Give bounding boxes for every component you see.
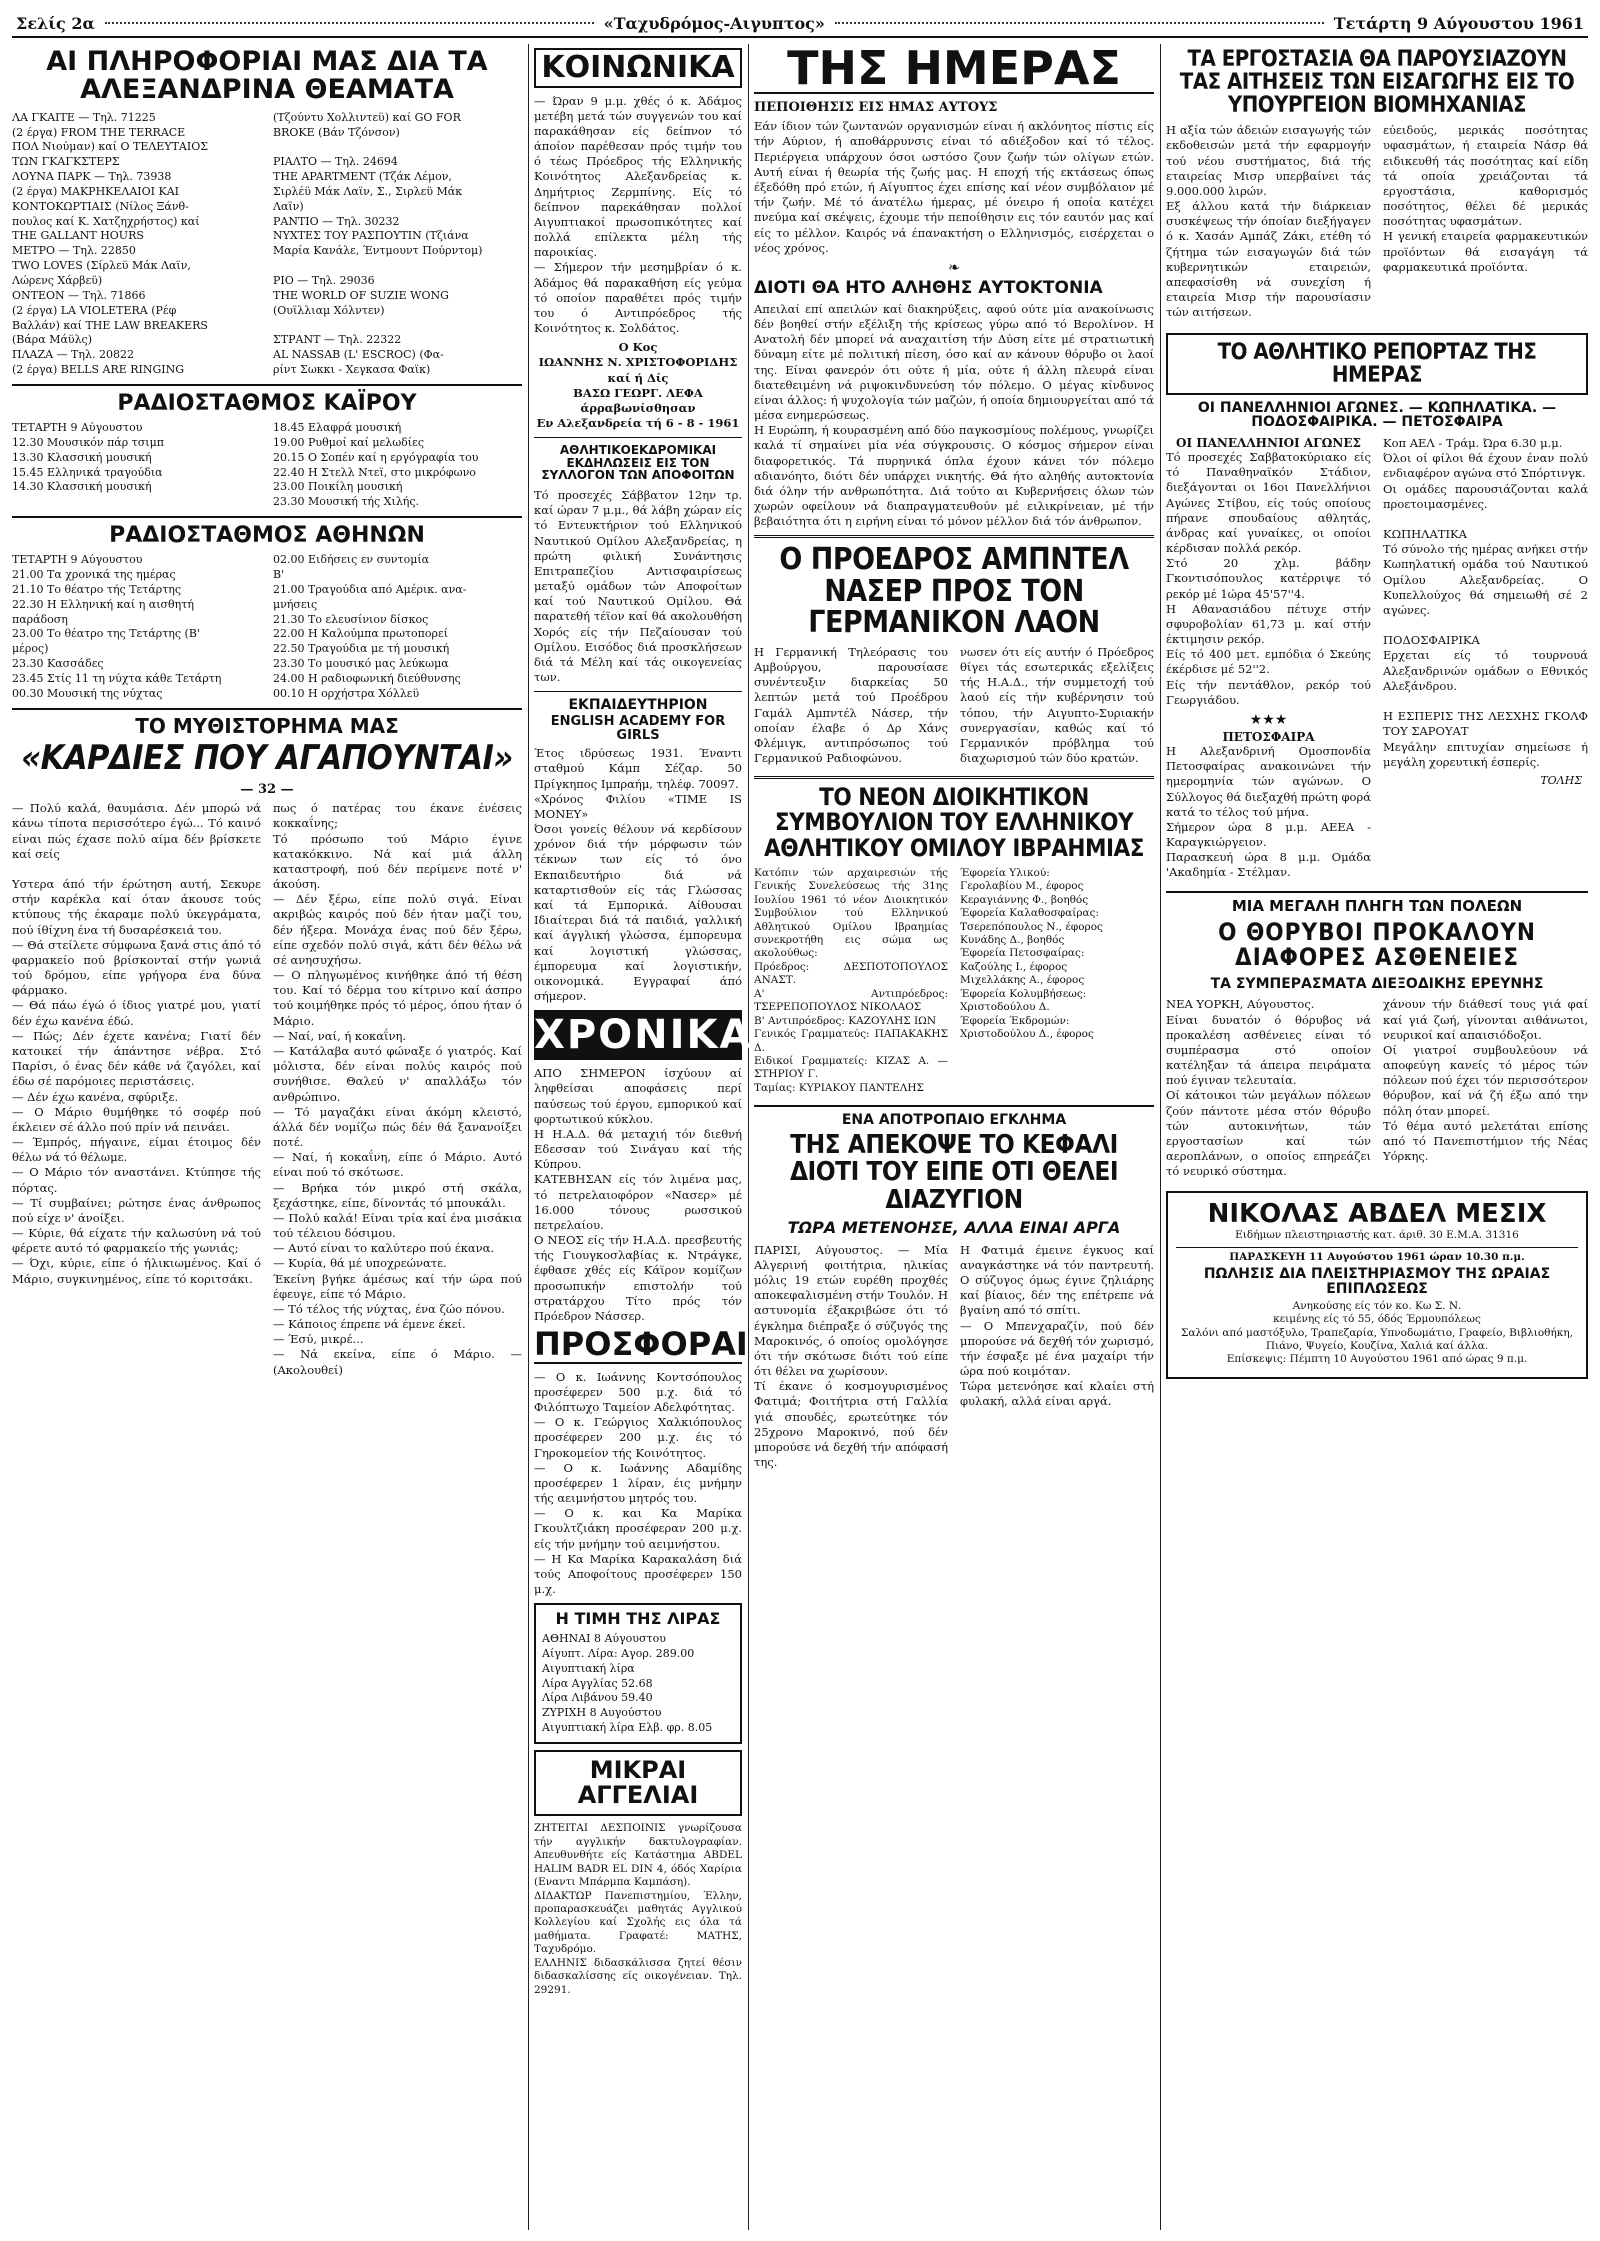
radio-program-line: 23.00 Το θέατρο της Τετάρτης (Β' <box>12 627 200 641</box>
theater-listing-line: ΡΙΑΛΤΟ — Τηλ. 24694 <box>273 155 398 169</box>
theater-listing-line: (Ουϊλλιαμ Χόλντεν) <box>273 303 385 317</box>
theater-listing-line: THE APARTMENT (Τζάκ Λέμον, <box>273 170 452 184</box>
novel-installment: — 32 — <box>240 782 294 798</box>
divider <box>534 437 742 438</box>
theaters-list-right <box>273 111 522 378</box>
radio-program-line: 19.00 Ρυθμοί καί μελωδίες <box>273 435 424 449</box>
theater-listing-line: ΣΤΡΑΝΤ — Τηλ. 22322 <box>273 333 402 347</box>
exchange-rate-line: Λίρα Λιβάνου 59.40 <box>542 1691 653 1705</box>
nasser-text-right: νωσεν ότι είς αυτήν ό Πρόεδρος θίγει τάς εσωτερικάς εξελίξεις τής Η.Α.Δ., τήν συμμετοχή τού λαού είς τήν κυβέρνησιν τού τόπου, τήν Αιγυπτο-Συριακήν συνεργασίαν, καθώς καί τό Γερμανικόν πρόβλημα τού διαχωρισμού τών δύο κρατών. <box>960 644 1158 766</box>
theater-listing-line: (2 έργα) LA VIOLETERA (Ρέφ <box>12 303 177 317</box>
page-number: Σελίς 2α <box>16 13 95 33</box>
classifieds-headline: ΜΙΚΡΑΙ ΑΓΓΕΛΙΑΙ <box>534 1750 742 1816</box>
column-1 <box>12 44 522 2230</box>
radio-program-line: μέρος) <box>12 642 49 656</box>
offers-headline: ΠΡΟΣΦΟΡΑΙ <box>534 1325 748 1364</box>
radio-program-line: 23.30 Το μουσικό μας λεύκωμα <box>273 657 449 671</box>
sports-subhead: ΟΙ ΠΑΝΕΛΛΗΝΙΟΙ ΑΓΩΝΕΣ. — ΚΩΠΗΛΑΤΙΚΑ. — ΠΟΔΟΣΦΑΙΡΙΚΑ. — ΠΕΤΟΣΦΑΙΡΑ <box>1197 399 1557 431</box>
noise-body <box>1166 997 1588 1183</box>
truth-text: Απειλαί επί απειλών καί διακηρύξεις, αφού ούτε μία ανακοίνωσις δέν βοηθεί στήν εξέλιξη τής κρίσεως γύρω από τό Βερολίνον. Η Ανατολή δέν μπορεί νά αναχαιτίση τήν Δύση είτε μέ στρατιωτική δύναμη είτε μέ πολιτική πίεση, όσο καί αν κάνουν θόρυβο οι λαοί της. Είναι φανερόν ότι ούτε ή μία, ούτε ή άλλη πλευρά είναι διατεθειμένη νά ριψοκινδυνεύση τόν πόλεμο. Ο μέγας κίνδυνος είναι άλλος: ή ψυχολογία τών μαζών, ή οποία δημιουργείται από τά μέσα ενημερώσεως. Η Ευρώπη, ή κουρασμένη από δύο παγκοσμίους πολέμους, γνωρίζει καλά τί σημαίνει μία νέα σύγκρουσις. Ο κόσμος σήμερον είναι διαφορετικός. Τά πυρηνικά όπλα έχουν κάνει τόν πόλεμο αδιανόητο, διότι δέν υπάρχει νικητής. Θά ήτο αληθής αυτοκτονία διά όλην τήν ανθρωπότητα. Διά τούτο αι Κυβερνήσεις όλων τών χωρών οφείλουν νά διαπραγματευθούν μέ ειλικρίνειαν, μέ τήν βεβαιότητα ότι η ειρήνη είναι τό μόνον μέλλον διά τόν άνθρωπον. <box>754 301 1154 529</box>
radio-program-line: 00.30 Μουσική της νύχτας <box>12 686 163 700</box>
novel-body <box>12 801 522 1382</box>
radio-program-line: 00.10 Η ορχήστρα Χόλλεϋ <box>273 686 420 700</box>
separator-stars: ★★★ <box>1249 712 1288 728</box>
theaters-listing <box>12 111 522 378</box>
factories-headline: ΤΑ ΕΡΓΟΣΤΑΣΙΑ ΘΑ ΠΑΡΟΥΣΙΑΖΟΥΝ ΤΑΣ ΑΙΤΗΣΕΙΣ ΤΩΝ ΕΙΣΑΓΩΓΗΣ ΕΙΣ ΤΟ ΥΠΟΥΡΓΕΙΟΝ ΒΙΟΜΗΧΑΝΙΑΣ <box>1179 47 1575 119</box>
noise-kicker: ΜΙΑ ΜΕΓΑΛΗ ΠΛΗΓΗ ΤΩΝ ΠΟΛΕΩΝ <box>1231 896 1523 915</box>
radio-program-line: 21.30 Το ελευσίνιον δίσκος <box>273 612 429 626</box>
theater-listing-line: ΡΙΟ — Τηλ. 29036 <box>273 273 375 287</box>
alumni-text: Τό προσεχές Σάββατον 12ην τρ. καί ώραν 7 μ.μ., θά λάβη χώραν είς τό Εντευκτήριον τού Ελληνικού Ναυτικού Ομίλου Αλεξανδρείας, η πρώτη φιλική Συνάντησις Επιτραπεζίου Αντισφαιρίσεως μεταξύ ομάδων τών Αποφοίτων καί τού Ναυτικού Ομίλου. Θά παρατεθή τέϊον καί θά ακολουθήση Χορός είς τήν Πεζαίουσαν τού Ομίλου. Εισόδος διά προσκλήσεων διά τά Μέλη καί τάς οικογενείας των. <box>534 488 746 685</box>
divider <box>534 691 742 692</box>
radio-program-line: 15.45 Ελληνικά τραγούδια <box>12 465 163 479</box>
noise-subhead: ΤΑ ΣΥΜΠΕΡΑΣΜΑΤΑ ΔΙΕΞΟΔΙΚΗΣ ΕΡΕΥΝΗΣ <box>1210 975 1544 992</box>
volleyball-head: ΠΕΤΟΣΦΑΙΡΑ <box>1222 730 1315 744</box>
newspaper-name: «Ταχυδρόμος-Αιγυπτος» <box>603 13 825 33</box>
auction-date: ΠΑΡΑΣΚΕΥΗ 11 Αυγούστου 1961 ώραν 10.30 π.μ. <box>1176 1247 1578 1264</box>
separator-ornament: ❧ <box>948 259 960 276</box>
theater-listing-line: πουλος καί Κ. Χατζηχρήστος) καί <box>12 214 200 228</box>
theater-listing-line <box>273 259 522 274</box>
novel-text-right: πως ό πατέρας του έκανε ένέσεις κοκκαΐνης; Τό πρόσωπο τού Μάριο έγινε κατακόκκινο. Νά καί μιά άλλη καταστροφή, πού δέν περίμενε ποτέ ν' άκούση. — Δέν ξέρω, είπε πολύ σιγά. Είναι ακριβώς καιρός πού δέν ήταν μαζί του, δέν ήξερα. Μονάχα ένας πού δέν ξέρω, είπε σχεδόν πολύ σιγά, κάτι δέν θέλω νά σέ ανησυχήσω. — Ο πληγωμένος κινήθηκε άπό τή θέση του. Καί τό δέρμα του κίτρινο καί άσπρο τού κοιμήθηκε πρός τό μέρος, όπου ήταν ό Μάριο. — Ναί, ναί, ή κοκαΐνη. — Κατάλαβα αυτό φώναξε ό γιατρός. Καί μόλιστα, δέν είναι πολύς καιρός πού συνήθισε. Θαλεύ ν' απαλλάξω τόν ανθρώπινο. — Τό μαγαζάκι είναι άκόμη κλειστό, άλλά δέν νομίζω πώς δέν θά ξανανοίξει ποτέ. — Ναί, ή κοκαΐνη, είπε ό Μάριο. Αυτό είναι πού τό σκότωσε. — Βρήκα τόν μικρό στή σκάλα, ξεχάστηκε, είπε, δίνοντάς τό μπουκάλι. — Πολύ καλά! Είναι τρία καί ένα μισάκια τού τέλειου δόσιμου. — Αυτό είναι το καλύτερο πού έκανα. — Κυρία, θά μέ υποχρεώνατε. Έκείνη βγήκε άμέσως καί τήν ώρα πού έφευγε, είπε τό Μάριο. — Τό τέλος τής νύχτας, ένα ζώο πόνου. — Κάποιος έπρεπε νά έμενε έκεί. — Έσύ, μικρέ... — Νά εκείνα, είπε ό Μάριο. — (Ακολουθεί) <box>273 801 522 1377</box>
radio-athens-list-right <box>273 553 522 701</box>
radio-program-line: 23.30 Μουσική τής Χιλής. <box>273 495 420 509</box>
radio-athens-list-left <box>12 553 261 701</box>
divider <box>12 708 522 710</box>
radio-program-line: 22.40 Η Στελλ Ντεϊ, στο μικρόφωνο <box>273 465 476 479</box>
novel-title: «ΚΑΡΔΙΕΣ ΠΟΥ ΑΓΑΠΟΥΝΤΑΙ» <box>21 737 513 778</box>
nasser-body <box>754 644 1158 770</box>
radio-cairo-schedule <box>12 421 522 510</box>
theater-listing-line: ΛΟΥΝΑ ΠΑΡΚ — Τηλ. 73938 <box>12 170 172 184</box>
crime-subhead: ΤΩΡΑ ΜΕΤΕΝΟΗΣΕ, ΑΛΛΑ ΕΙΝΑΙ ΑΡΓΑ <box>787 1217 1121 1237</box>
pound-rates-headline: Η ΤΙΜΗ ΤΗΣ ΛΙΡΑΣ <box>555 1609 721 1629</box>
theater-listing-line: ΚΟΝΤΟΚΩΡΤΙΑΙΣ (Νίλος Ξάνθ- <box>12 199 189 213</box>
radio-program-line: 24.00 Η ραδιοφωνική διεύθυνσης <box>273 671 461 685</box>
day-subhead: ΠΕΠΟΙΘΗΣΙΣ ΕΙΣ ΗΜΑΣ ΑΥΤΟΥΣ <box>754 100 998 116</box>
sports-right-text: Κοπ ΑΕΛ - Τράμ. Ώρα 6.30 μ.μ. Όλοι οί φίλοι θά έχουν έναν πολύ ενδιαφέρον αγώνα στό Σπόρτινγκ. Οι ομάδες παρουσιάζονται καλά προετοιμασμένες. ΚΩΠΗΛΑΤΙΚΑ Τό σύνολο τής ημέρας ανήκει στήν Κωπηλατική ομάδα τού Ναυτικού Ομίλου Αλεξανδρείας. Ο Κυπελλούχος θά σημειωθή σέ 2 αγώνες. ΠΟΔΟΣΦΑΙΡΙΚΑ Ερχεται είς τό τουρνουά Αλεξανδρινών ομάδων ο Εθνικός Αλεξάνδρου. Η ΕΣΠΕΡΙΣ ΤΗΣ ΛΕΣΧΗΣ ΓΚΟΛΦ ΤΟΥ ΣΑΡΟΥΑΤ Μεγάλην επιτυχίαν σημείωσε ή μεγάλη χορευτική έσπερίς. <box>1383 436 1588 769</box>
theater-listing-line: ΡΑΝΤΙΟ — Τηλ. 30232 <box>273 214 400 228</box>
radio-program-line: 21.00 Τραγούδια από Αμέρικ. ανα- <box>273 582 467 596</box>
factories-text-right: εύειδούς, μερικάς ποσότητας υφασμάτων, ή εταιρεία Νάσρ θά ειδικευθή τάς ποσότητας καί είδη τά οποία χρειάζονται τά εργοστάσια, καθορισμός ποσότητος, θέλει δέ μερικάς ποσότητας υφασμάτων. Η γενική εταιρεία φαρμακευτικών προϊόντων θά εισαγάγη τά φαρμακευτικά προϊόντα. <box>1383 123 1588 274</box>
column-3 <box>754 41 1158 2230</box>
exchange-rate-line: Αιγυπτιακή λίρα Ελβ. φρ. 8.05 <box>542 1721 713 1735</box>
theater-listing-line: THE WORLD OF SUZIE WONG <box>273 288 449 302</box>
pound-rates-list <box>542 1632 734 1736</box>
exchange-rate-line: ΖΥΡΙΧΗ 8 Αυγούστου <box>542 1706 662 1720</box>
radio-cairo-headline: ΡΑΔΙΟΣΤΑΘΜΟΣ ΚΑΪΡΟΥ <box>117 390 417 416</box>
radio-program-line: Β' <box>273 567 285 581</box>
radio-program-line: 22.00 Η Καλούμπα πρωτοπορεί <box>273 627 449 641</box>
council-text-right: Έφορεία Υλικού: Γερολαβίου Μ., έφορος Κεραγιάννης Φ., βοηθός Έφορεία Καλαθοσφαίρας: Τσερεπόπουλος Ν., έφορος Κυνάδης Δ., βοηθός Έφορεία Πετοσφαίρας: Καζούλης Ι., έφορος Μιχελλάκης Α., έφορος Έφορεία Κολυμβήσεως: Χριστοδούλου Δ. Έφορεία Έκδρομών: Χριστοδούλου Δ., έφορος <box>960 866 1103 1041</box>
sports-right <box>1383 436 1588 884</box>
theater-listing-line: ΤΩΝ ΓΚΑΓΚΣΤΕΡΣ <box>12 155 120 169</box>
radio-program-line: 21.00 Τα χρονικά της ημέρας <box>12 567 176 581</box>
header-rule-left <box>105 22 594 25</box>
truth-headline: ΔΙΟΤΙ ΘΑ ΗΤΟ ΑΛΗΘΗΣ ΑΥΤΟΚΤΟΝΙΑ <box>754 277 1103 298</box>
theater-listing-line: ρίντ Σωκκι - Χεγκασα Φαϊκ) <box>273 363 431 377</box>
radio-program-line: 02.00 Ειδήσεις εν συντομία <box>273 553 430 567</box>
divider <box>1166 891 1588 893</box>
crime-text-right: Η Φατιμά έμεινε έγκυος καί αναγκάστηκε νά τόν παντρευτή. Ο σύζυγος όμως έγινε ζηλιάρης καί βίαιος, δέν της επέτρεπε νά βγαίνη από τό σπίτι. — Ο Μπενχαραζίν, πού δέν μπορούσε νά δεχθή τόν χωρισμό, τήν έσφαξε μέ ένα μαχαίρι τήν ώρα πού κοιμόταν. Τώρα μετενόησε καί κλαίει στή φυλακή, αλλά είναι αργά. <box>960 1242 1154 1409</box>
school-kicker: ΕΚΠΑΙΔΕΥΤΗΡΙΟΝ <box>568 697 708 714</box>
sports-signature: ΤΟΛΗΣ <box>1540 773 1582 787</box>
crime-kicker: ΕΝΑ ΑΠΟΤΡΟΠΑΙΟ ΕΓΚΛΗΜΑ <box>841 1112 1067 1129</box>
theater-listing-line: TWO LOVES (Σίρλεϋ Μάκ Λαϊν, <box>12 259 191 273</box>
divider <box>754 535 1154 538</box>
auctioneer-credentials: Ειδήμων πλειστηριαστής κατ. άριθ. 30 Ε.Μ.Α. 31316 <box>1235 1229 1519 1242</box>
auction-ad <box>1166 1191 1588 1378</box>
newspaper-page <box>12 10 1588 2230</box>
theater-listing-line: (Τζούντυ Χολλιντεϋ) καί GO FOR <box>273 110 461 124</box>
theater-listing-line: ΝΥΧΤΕΣ ΤΟΥ ΡΑΣΠΟΥΤΙΝ (Τζιάνα <box>273 229 469 243</box>
theater-listing-line: Μαρία Κανάλε, Έντμουντ Πούρντομ) <box>273 244 483 258</box>
auction-text: Ανηκούσης είς τόν κο. Κω Σ. Ν. κειμένης είς τό 55, όδός Έρμουπόλεως Σαλόνι από μαστόξυλο, Τραπεζαρία, Υπνοδωμάτιο, Γραφείο, Βιβλιοθήκη, Πιάνο, Ψυγείο, Κουζίνα, Χαλιά καί άλλα. Επίσκεψις: Πέμπτη 10 Αυγούστου 1961 από ώρας 9 π.μ. <box>1181 1299 1573 1366</box>
day-text: Εάν ίδιον τών ζωντανών οργανισμών είναι ή ακλόνητος πίστις είς τήν Αύριον, ή αποθάρρυνσις είναι τό αδιέξοδον καί τό τέλος. Περιέργεια υπάρχουν όσοι ωστόσο ζουν ζωήν τών ολίγων ετών. Αυτή είναι ή θεωρία τής ζωής μας. Η εποχή τής εκτάσεως όπως έξεδόθη πρό ετών, ή Αίγυπτος έχει επίσης καί νέον συμβόλαιον μέ τήν ζωήν. Μέ τό άνατέλω ήμερας, μέ όνειρο ή οποία κατέχει πνεύμα καί σκέψεις, έχουμε τήν πεποίθησιν εις τόν εαυτόν μας καί είς το μέλλον. Καιρός νά έπανακτήση ο Ελληνισμός, εισέρχεται ο νέος χρόνος. <box>754 119 1158 255</box>
auction-title: ΠΩΛΗΣΙΣ ΔΙΑ ΠΛΕΙΣΤΗΡΙΑΣΜΟΥ ΤΗΣ ΩΡΑΙΑΣ ΕΠΙΠΛΩΣΕΩΣ <box>1203 1266 1551 1297</box>
theater-listing-line: ΜΕΤΡΟ — Τηλ. 22850 <box>12 244 136 258</box>
council-body <box>754 867 1154 1099</box>
column-divider <box>748 44 749 2230</box>
radio-program-line: 13.30 Κλασσική μουσική <box>12 450 152 464</box>
radio-program-line: 14.30 Κλασσική μουσική <box>12 480 152 494</box>
column-divider <box>528 44 529 2230</box>
running-header <box>12 10 1588 38</box>
theater-listing-line: (2 έργα) ΜΑΚΡΗΚΕΛΑΙΟΙ ΚΑΙ <box>12 184 180 198</box>
auctioneer-name: ΝΙΚΟΛΑΣ ΑΒΔΕΛ ΜΕΣΙΧ <box>1207 1199 1547 1230</box>
radio-cairo-list-left <box>12 421 261 510</box>
exchange-rate-line: Λίρα Αγγλίας 52.68 <box>542 1676 653 1690</box>
social-headline: ΚΟΙΝΩΝΙΚΑ <box>534 48 742 88</box>
divider <box>12 516 522 518</box>
radio-program-line: 22.30 Η Ελληνική καί η αισθητή <box>12 597 194 611</box>
crime-text-left: ΠΑΡΙΣΙ, Αύγουστος. — Μία Αλγερινή φοιτήτρια, ηλικίας μόλις 19 ετών ευρέθη προχθές αποκεφαλισμένη στήν Τουλόν. Η αστυνομία έξακριβώσε ότι τό έγκλημα διέπραξε ό σύζυγός της Μαροκινός, ό οποίος ομολόγησε ότι τήν σκότωσε διότι τού είπε ότι θέλει να χωρίσουν. Τί έκανε ό κοσμογυρισμένος Φατιμά; Φοιτήτρια στή Γαλλία γιά σπουδές, ερωτεύτηκε τόν 25χρονο Μαροκινό, πού δέν μπορούσε νά δεχθή τήν απόφασή της. <box>754 1242 948 1470</box>
theater-listing-line: ΛΑ ΓΚΑΙΤΕ — Τηλ. 71225 <box>12 110 156 124</box>
theater-listing-line: Λαϊν) <box>273 199 304 213</box>
crime-headline: ΤΗΣ ΑΠΕΚΟΨΕ ΤΟ ΚΕΦΑΛΙ ΔΙΟΤΙ ΤΟΥ ΕΙΠΕ ΟΤΙ ΘΕΛΕΙ ΔΙΑΖΥΓΙΟΝ <box>789 1129 1119 1215</box>
divider <box>12 384 522 386</box>
sports-body <box>1166 436 1588 884</box>
theater-listing-line: (2 έργα) FROM THE TERRACE <box>12 125 186 139</box>
radio-program-line: 23.30 Κασσάδες <box>12 657 104 671</box>
column-2 <box>534 44 753 2230</box>
theater-listing-line: (2 έργα) BELLS ARE RINGING <box>12 363 185 377</box>
theater-listing-line <box>273 140 522 155</box>
radio-program-line: 12.30 Μουσικόν πάρ τσιμπ <box>12 435 164 449</box>
theater-listing-line: THE GALLANT HOURS <box>12 229 144 243</box>
column-4 <box>1166 44 1588 2230</box>
theater-listing-line: (Βάρα Μάϋλς) <box>12 333 92 347</box>
theater-listing-line: ΟΝΤΕΟΝ — Τηλ. 71866 <box>12 288 146 302</box>
factories-body <box>1166 123 1588 324</box>
xronika-text: ΑΠΟ ΣΗΜΕΡΟΝ ίσχύουν αί ληφθείσαι αποφάσεις περί παύσεως τού έργου, εμπορικού καί φορτωτικού κύκλου. Η Η.Α.Δ. θά μεταχιή τόν διεθνή Εδεσσαν τού Σινάγαυ καί τής Κύπρου. ΚΑΤΕΒΗΣΑΝ είς τόν λιμένα μας, τό πετρελαιοφόρον «Νασερ» μέ 16.000 τόνους ρωσσικού πετρελαίου. Ο ΝΕΟΣ είς τήν Η.Α.Δ. πρεσβευτής τής Γιουγκοσλαβίας κ. Ντράγκε, έφθασε χθές είς Κάϊρον κομίζων προσωπικήν επιστολήν τού στρατάρχου Τίτο πρός τόν Πρόεδρον Νάσσερ. <box>534 1066 742 1323</box>
radio-athens-headline: ΡΑΔΙΟΣΤΑΘΜΟΣ ΑΘΗΝΩΝ <box>109 523 425 549</box>
radio-cairo-list-right <box>273 421 522 510</box>
issue-date: Τετάρτη 9 Αύγουστου 1961 <box>1333 13 1585 33</box>
radio-program-line: ΤΕΤΑΡΤΗ 9 Αύγουστου <box>12 420 143 434</box>
offers-text: — Ο κ. Ιωάννης Κοντσόπουλος προσέφερεν 500 μ.χ. διά τό Φιλόπτωχο Ταμείον Αδελφότητας. — Ο κ. Γεώργιος Χαλκιόπουλος προσέφερεν 200 μ.χ. έις τό Γηροκομείον τής Κοινότητος. — Ο κ. Ιωάννης Αδαμίδης προσέφερεν 1 λίραν, έις μνήμην τής αειμνήστου μητρός του. — Ο κ. και Κα Μαρίκα Γκουλτζιάκη προσέφεραν 200 μ.χ. είς τήν μνήμην τού αειμνήστου. — Η Κα Μαρίκα Καρακαλάση διά τούς Αποφοίτους προσέφερεν 150 μ.χ. <box>534 1369 742 1597</box>
divider <box>754 1105 1154 1107</box>
nasser-text-left: Η Γερμανική Τηλεόρασις του Αμβούργου, παρουσίασε συνέντευξιν διαρκείας 50 λεπτών μετά τού Προέδρου Γαμάλ Αμπντέλ Νάσερ, τήν οποίαν έλαβε ό Δρ Χάνς Φλέμιγκ, αντιπρόσωπος τού Γερμανικού Ραδιοφώνου. <box>754 644 952 766</box>
classifieds-text: ΖΗΤΕΙΤΑΙ ΔΕΣΠΟΙΝΙΣ γνωρίζουσα τήν αγγλικήν δακτυλογραφίαν. Απευθυνθήτε είς Κατάστημα ABDEL HALIM BADR EL DIN 4, όδός Χαρίρια (Εναντι Μπάρμπα Καμπάση). ΔΙΔΑΚΤΩΡ Πανεπιστημίου, Έλλην, προπαρασκευάζει μαθητάς Αγγλικού Κολλεγίου καί Σχολής εις όλα τά μαθήματα. Γραφατέ: ΜΑΤΗΣ, Ταχυδρόμο. ΕΛΛΗΝΙΣ διδασκάλισσα ζητεί θέσιν διδασκαλίσσης είς οικογένειαν. Τηλ. 29291. <box>534 1822 742 1996</box>
theater-listing-line: Βαλλάν) καί THE LAW BREAKERS <box>12 318 208 332</box>
radio-program-line: 22.50 Τραγούδια με τή μουσική <box>273 642 450 656</box>
day-headline: ΤΗΣ ΗΜΕΡΑΣ <box>754 44 1154 94</box>
noise-text-left: ΝΕΑ ΥΟΡΚΗ, Αύγουστος. Είναι δυνατόν ό θόρυβος νά προκαλέση ασθένειες είναι τό συμπέρασμα στό οποίον κατέληξαν τά άπειρα πειράματα πού έγιναν τελευταία. Οί κάτοικοι τών μεγάλων πόλεων ζούν πάντοτε μέσα στόν θόρυβο τών αυτοκινήτων, τών εργοστασίων καί τών αεροπλάνων, ο οποίος επηρεάζει τό νευρικό σύστημα. <box>1166 997 1371 1179</box>
theater-listing-line: BROKE (Βάν Τζόνσον) <box>273 125 400 139</box>
noise-headline: Ο ΘΟΡΥΒΟΙ ΠΡΟΚΑΛΟΥΝ ΔΙΑΦΟΡΕΣ ΑΣΘΕΝΕΙΕΣ <box>1218 918 1536 972</box>
theater-listing-line: Σιρλέϋ Μάκ Λαϊν, Σ., Σιρλεϋ Μάκ <box>273 184 463 198</box>
exchange-rate-line: Αίγυπτ. Λίρα: Αγορ. 289.00 <box>542 1646 695 1660</box>
nasser-headline: Ο ΠΡΟΕΔΡΟΣ ΑΜΠΝΤΕΛ ΝΑΣΕΡ ΠΡΟΣ ΤΟΝ ΓΕΡΜΑΝΙΚΟΝ ΛΑΟΝ <box>779 542 1129 641</box>
radio-program-line: 23.00 Ποικίλη μουσική <box>273 480 403 494</box>
novel-text-left: — Πολύ καλά, θαυμάσια. Δέν μπορώ νά κάνω τίποτα περισσότερο έγώ... Τό καινό είναι πώς έχασε πολύ αίμα δέν βρίσκετε καί σείς Υστερα άπό τήν έρώτηση αυτή, Σεκυρε στήν καρέκλα καί όταν άκουσε τούς κτύπους τής έκαραμε πολύ ύκεγράματα, πού ίθίχνη ένα τή δυσαρέσκειά του. — Θά στείλετε σύμφωνα ξανά στις άπό τό φαρμακείο πού βρίσκονταί στήν γωνιά τού δρόμου, είπε γρήγορα ένα δύνα φάρμακο. — Θά πάω έγώ ό ίδιος γιατρέ μου, γιατί δέν έχω κανένα έδώ. — Πώς; Δέν έχετε κανένα; Γιατί δέν κατοικεί τήν άπάντησε νέβρα. Στό Παρίσι, ό ένας δέν κάθε νά ζαγόλει, καί έδω σέ παρόμοιες περιστάσεις. — Δέν έχω κανένα, σφύριξε. — Ο Μάριο θυμήθηκε τό σοφέρ πού έκλειεν σέ άλλο πού πρίν νά πεινάει. — Έμπρός, πήγαινε, είμαι έτοιμος δέν θέλω νά τό θέλωμε. — Ο Μάριο τόν αναστάνει. Κτύπησε τής πόρτας. — Τί συμβαίνει; ρώτησε ένας άνθρωπος πού είχε ν' άνοίξει. — Κύριε, θά είχατε τήν καλωσύνη νά τού φέρετε αυτό τό φαρμακείο τής γωνιάς; — Όχι, κύριε, είπε ό ήλικιωμένος. Καί ό Μάριο, συγκινημένος, είπε τό κοριτσάκι. <box>12 801 261 1286</box>
radio-program-line: 23.45 Στίς 11 τη νύχτα κάθε Τετάρτη <box>12 671 222 685</box>
volleyball-text: Η Αλεξανδρινή Ομοσπονδία Πετοσφαίρας ανακοινώνει τήν ημερομηνία τών αγώνων. Ο Σύλλογος θά διεξαχθή πρώτη φορά κατά το τέλος τού μήνα. Σήμερον ώρα 8 μ.μ. ΑΕΕΑ - Καραγκιώργειον. Παρασκευή ώρα 8 μ.μ. Ομάδα 'Ακαδημία - Στέλμαν. <box>1166 744 1371 880</box>
pound-rates-box <box>534 1603 742 1744</box>
theater-listing-line: AL NASSAB (L' ESCROC) (Φα- <box>273 348 444 362</box>
radio-program-line: ΤΕΤΑΡΤΗ 9 Αύγουστου <box>12 553 143 567</box>
column-divider <box>1160 44 1161 2230</box>
radio-program-line: 20.15 Ο Σοπέν καί η εργόγραφία του <box>273 450 479 464</box>
social-text: — Ώραν 9 μ.μ. χθές ό κ. Άδάμος μετέβη μετά τών συγγενών του καί παρακάθησαν είς δείπνον τό άποίον παρέθεσαν πρός τιμήν του ό τέως Πρόεδρος τής Ελληνικής Κοινότητος Αλεξανδρείας κ. Δημήτριος Ζερμπίνης. Είς τό δείπνον παρεκάθησαν πολλοί Αιγυπτιακοί πρωσοπικότητες καί πολλά επίλεκτα μέλη τής παροικίας. — Σήμερον τήν μεσημβρίαν ό κ. Άδάμος θά παρακαθήση είς γεύμα τό οποίον παραθέτει πρός τιμήν του ό Αντιπρόεδρος τής Κοινότητος κ. Σολδάτος. <box>534 93 742 336</box>
school-text: Έτος ιδρύσεως 1931. Έναντι σταθμού Κάμπ Σέζαρ. 50 Πρίγκηπος Ιμπραήμ, τηλέφ. 70097. «Χρόνος Φιλίου «TIME IS MONEY» Όσοι γονείς θέλουν νά κερδίσουν χρόνον διά τήν μόρφωσιν τών τέκνων των είς τό όνο Εκπαιδευτήριο διά νά καταρτισθούν είς τάς Γλώσσας καί τά Εμπορικά. Αίθουσαι Ιδιαίτεραι διά τά παιδιά, γαλλική καί άγγλική γλώσσα, έμπορευμα καί λογιστική γλώσσας, έμπορευμα καί λογιστικήν, οικονομικά. Εγγραφαί άπό σήμερον. <box>534 746 742 1004</box>
theater-listing-line: ΠΛΑΖΑ — Τηλ. 20822 <box>12 348 134 362</box>
theater-listing-line: Λώρενς Χάρβεϋ) <box>12 273 103 287</box>
sports-left-head: ΟΙ ΠΑΝΕΛΛΗΝΙΟΙ ΑΓΩΝΕΣ <box>1176 436 1361 451</box>
factories-text-left: Η αξία τών άδειών εισαγωγής τών εκδοθεισών μετά τήν εφαρμογήν τού νέου συστήματος, διά τής εταιρείας Μισρ υπερβαίνει τάς 9.000.000 λιρών. Εξ άλλου κατά τήν διάρκειαν συσκέψεως τήν όποίαν διεξήγαγεν ό κ. Χασάν Αμπάζ Ζάκι, ετέθη τό ζήτημα τών εισαγωγών διά τών κυβερνητικών εταιρειών, απεφασίσθη νά συνεχίση ή εταιρεία Μισρ τήν παρουσίασιν τών αιτήσεων. <box>1166 123 1371 320</box>
radio-program-line: παράδοση <box>12 612 68 626</box>
theater-listing-line: ΠΟΛ Νιούμαν) καί Ο ΤΕΛΕΥΤΑΙΟΣ <box>12 140 209 154</box>
theaters-headline: ΑΙ ΠΛΗΡΟΦΟΡΙΑΙ ΜΑΣ ΔΙΑ ΤΑ ΑΛΕΞΑΝΔΡΙΝΑ ΘΕΑΜΑΤΑ <box>46 46 488 106</box>
council-text-left: Κατόπιν τών αρχαιρεσιών τής Γενικής Συνελεύσεως τής 31ης Ιουλίου 1961 τό νέον Διοικητικόν Συμβούλιον τού Ελληνικού Αθλητικού Ομίλου Ιβραημίας συνεκροτήθη εις σώμα ως ακολούθως: Πρόεδρος: ΔΕΣΠΟΤΟΠΟΥΛΟΣ ΑΝΑΣΤ. Α' Αντιπρόεδρος: ΤΣΕΡΕΠΟΠΟΥΛΟΣ ΝΙΚΟΛΑΟΣ Β' Αντιπρόεδρος: ΚΑΖΟΥΛΗΣ ΙΩΝ Γενικός Γραμματεύς: ΠΑΠΑΚΑΚΗΣ Δ. Ειδικοί Γραμματείς: ΚΙΖΑΣ Α. — ΣΤΗΡΙΟΥ Γ. Ταμίας: ΚΥΡΙΑΚΟΥ ΠΑΝΤΕΛΗΣ <box>754 866 948 1094</box>
exchange-rate-line: ΑΘΗΝΑΙ 8 Αύγουστου <box>542 1632 666 1646</box>
novel-kicker: ΤΟ ΜΥΘΙΣΤΟΡΗΜΑ ΜΑΣ <box>135 713 399 738</box>
sports-left <box>1166 436 1371 884</box>
crime-body <box>754 1243 1154 1475</box>
alumni-headline: ΑΘΛΗΤΙΚΟΕΚΔΡΟΜΙΚΑΙ ΕΚΔΗΛΩΣΕΙΣ ΕΙΣ ΤΟΝ ΣΥΛΛΟΓΟΝ ΤΩΝ ΑΠΟΦΟΙΤΩΝ <box>541 443 735 483</box>
sports-headline: ΤΟ ΑΘΛΗΤΙΚΟ ΡΕΠΟΡΤΑΖ ΤΗΣ ΗΜΕΡΑΣ <box>1166 333 1588 395</box>
sports-left-text: Τό προσεχές Σαββατοκύριακο είς τό Παναθηναϊκόν Στάδιον, διεξάγονται οι 16οι Πανελλήνιοι Αγώνες Στίβου, είς τούς οποίους πήρανε σπουδαίους αθλητάς, άνδρας καί γυναίκες, οι οποίοι κέρδισαν πολλά ρεκόρ. Στό 20 χλμ. βάδην Γκοντισόπουλος κατέρριψε τό ρεκόρ μέ 1ώρα 45'57''4. Η Αθανασιάδου πέτυχε στήν σφυροβολίαν 61,73 μ. καί στήν έκτιμησιν ρεκόρ. Είς τό 400 μετ. εμπόδια ό Σκεύης έκέρδισε μέ 52''2. Είς τήν πεντάθλον, ρεκόρ τού Γεωργιάδου. <box>1166 450 1371 707</box>
theater-listing-line <box>273 319 522 334</box>
divider <box>754 776 1154 779</box>
page-columns <box>12 41 1588 2230</box>
radio-program-line: 18.45 Ελαφρά μουσική <box>273 420 402 434</box>
theaters-list-left <box>12 111 261 378</box>
engagement-notice: Ο Κος ΙΩΑΝΝΗΣ Ν. ΧΡΙΣΤΟΦΟΡΙΔΗΣ καί ή Δίς ΒΑΣΩ ΓΕΩΡΓ. ΛΕΦΑ άρραβωνίσθησαν Εν Αλεξανδρεία τή 6 - 8 - 1961 <box>536 340 740 431</box>
radio-program-line: 21.10 Το θέατρο τής Τετάρτης <box>12 582 182 596</box>
xronika-banner: ΧΡΟΝΙΚΑ <box>534 1012 753 1059</box>
council-headline: ΤΟ ΝΕΟΝ ΔΙΟΙΚΗΤΙΚΟΝ ΣΥΜΒΟΥΛΙΟΝ ΤΟΥ ΕΛΛΗΝΙΚΟΥ ΑΘΛΗΤΙΚΟΥ ΟΜΙΛΟΥ ΙΒΡΑΗΜΙΑΣ <box>764 783 1144 862</box>
header-rule-right <box>835 22 1324 25</box>
radio-athens-schedule <box>12 553 522 701</box>
school-name: ENGLISH ACADEMY FOR GIRLS <box>550 713 726 743</box>
noise-text-right: χάνουν τήν διάθεσί τους γιά φαί καί γιά ζωή, γίνονται αιθάνωτοι, νευρικοί καί απαισιόδοξοι. Οί γιατροί συμβουλεύουν νά αποφεύγη κανείς τό μέρος τών πόλεων πού έχει τόν περισσότερον θόρυβον, καί νά ζή έξω από την πόλη όταν μπορεί. Τό θέμα αυτό μελετάται επίσης από τό Πανεπιστήμιον τής Νέας Υόρκης. <box>1383 997 1588 1164</box>
radio-program-line: μνήσεις <box>273 597 318 611</box>
exchange-rate-line: Αιγυπτιακή λίρα <box>542 1661 635 1675</box>
